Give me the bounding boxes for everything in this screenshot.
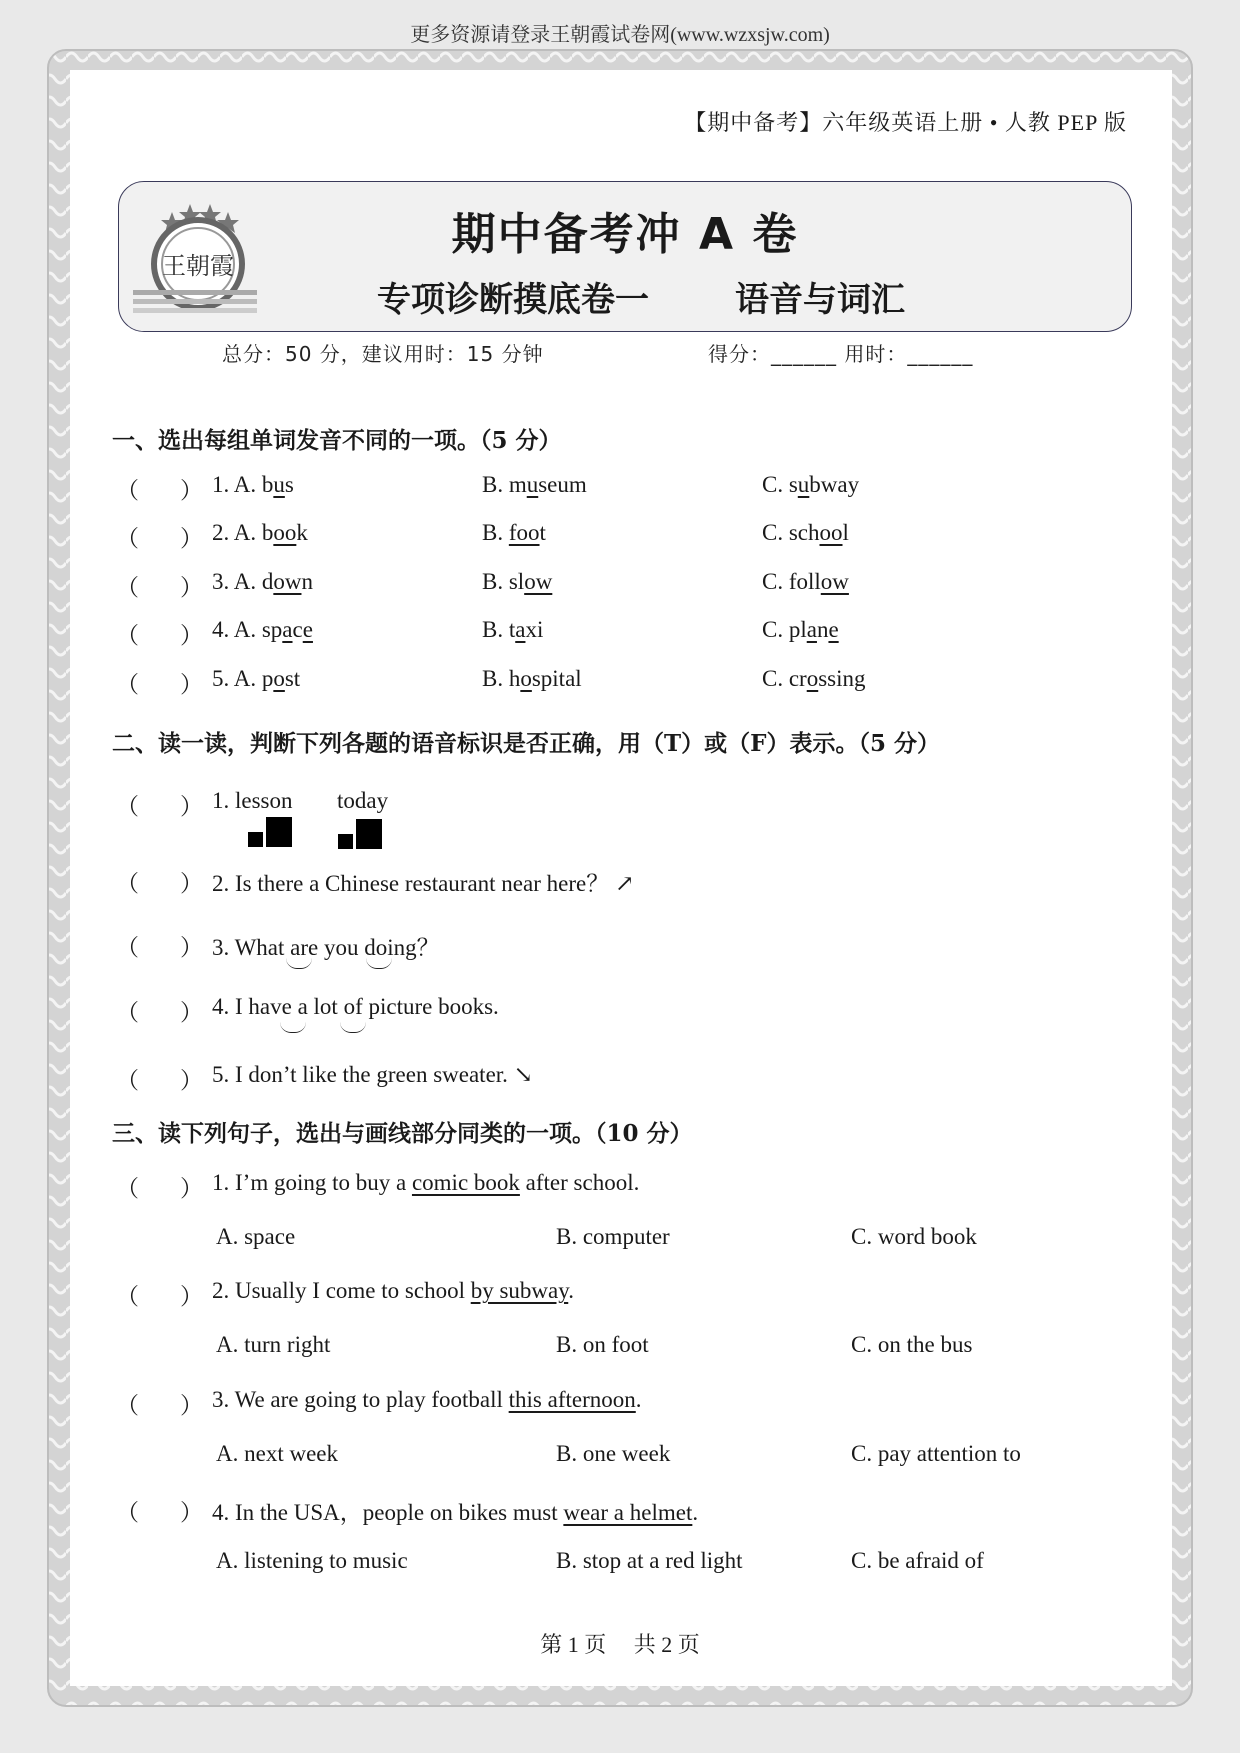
s1-q4-option-c: [762, 617, 839, 643]
word-part: bway: [809, 472, 860, 497]
question-number: 4. A.: [212, 617, 262, 642]
s3-q1-option-b: B. computer: [556, 1224, 670, 1249]
s2-q1-text: 1. lesson: [212, 788, 293, 813]
word-part: C. cr: [762, 666, 807, 691]
s2-q5-text: 5. I don’t like the green sweater. ↘: [212, 1062, 533, 1087]
s2-q1-answer-close: ）: [180, 794, 203, 819]
underlined-letters: o: [806, 666, 819, 691]
s3-q1-option-a: A. space: [216, 1224, 296, 1249]
underlined-letters: oo: [273, 520, 297, 545]
s1-q3-answer-close: ）: [180, 575, 203, 600]
s3-q1-answer-open[interactable]: （: [116, 1176, 139, 1201]
s3-q2-option-b: B. on foot: [556, 1332, 649, 1357]
s1-q4-answer-open[interactable]: （: [116, 623, 139, 648]
underlined-letters: e: [302, 617, 313, 642]
exam-subtitle-right: 语音与词汇: [735, 280, 905, 320]
s2-q4-answer-open[interactable]: （: [116, 1000, 139, 1025]
s1-q1-answer-close: ）: [180, 478, 203, 503]
underlined-letters: ow: [524, 569, 553, 594]
underlined-letters: a: [282, 617, 293, 642]
s2-q2-text: 2. Is there a Chinese restaurant near here？ ↗: [212, 871, 635, 896]
underlined-letters: u: [273, 472, 285, 497]
stress-mark-weak: [248, 832, 263, 847]
word-part: st: [284, 666, 301, 691]
sentence-part: .: [568, 1278, 574, 1303]
s1-q5-answer-close: ）: [180, 672, 203, 697]
s2-q1-answer-open[interactable]: （: [116, 794, 139, 819]
s1-q1-option-a: [212, 472, 294, 498]
s3-q4-option-c: C. be afraid of: [851, 1548, 984, 1573]
s3-q1-sentence: [212, 1170, 639, 1196]
s2-q2-answer-close: ）: [180, 871, 203, 896]
underlined-letters: ow: [273, 569, 302, 594]
word-part: B. t: [482, 617, 516, 642]
sentence-part: 4. In the USA，people on bikes must: [212, 1500, 564, 1525]
s2-q4-answer-close: ）: [180, 1000, 203, 1025]
s1-q2-option-b: [482, 520, 546, 546]
underlined-phrase: comic book: [411, 1170, 520, 1195]
s1-q5-option-b: [482, 666, 582, 692]
word-part: B. m: [482, 472, 527, 497]
series-label: 【期中备考】六年级英语上册 • 人教 PEP 版: [684, 110, 1127, 135]
section2-heading: 二、读一读，判断下列各题的语音标识是否正确，用（T）或（F）表示。（5 分）: [112, 730, 940, 757]
s3-q4-answer-open[interactable]: （: [116, 1500, 139, 1525]
word-part: n: [301, 569, 313, 594]
word-part: sp: [261, 617, 283, 642]
s3-q3-option-b: B. one week: [556, 1441, 671, 1466]
score-info: 总分：50 分，建议用时：15 分钟: [222, 342, 544, 366]
s3-q4-answer-close: ）: [180, 1500, 203, 1525]
underlined-letters: o: [273, 666, 285, 691]
word-part: c: [292, 617, 303, 642]
s2-q3-text: 3. What are you doing？: [212, 935, 440, 960]
s2-q2-answer-open[interactable]: （: [116, 871, 139, 896]
stress-mark-strong: [266, 817, 292, 847]
underlined-phrase: wear a helmet: [563, 1500, 693, 1525]
title-box: [118, 181, 1132, 332]
sentence-part: 2. Usually I come to school: [212, 1278, 471, 1303]
s2-q1-word-today: today: [337, 788, 389, 813]
underlined-letters: a: [515, 617, 526, 642]
word-part: t: [539, 520, 546, 545]
s3-q2-option-a: A. turn right: [216, 1332, 331, 1357]
s1-q4-option-a: [212, 617, 313, 643]
word-part: C. pl: [762, 617, 807, 642]
word-part: ssing: [818, 666, 866, 691]
underlined-letters: e: [828, 617, 839, 642]
s3-q3-answer-open[interactable]: （: [116, 1393, 139, 1418]
word-part: b: [261, 520, 274, 545]
underlined-letters: ow: [820, 569, 849, 594]
section1-heading: 一、选出每组单词发音不同的一项。（5 分）: [112, 427, 562, 454]
word-part: k: [296, 520, 308, 545]
s1-q3-option-b: [482, 569, 552, 595]
resource-note: 更多资源请登录王朝霞试卷网(www.wzxsjw.com): [410, 24, 830, 46]
s3-q2-option-c: C. on the bus: [851, 1332, 973, 1357]
sentence-part: 3. We are going to play football: [212, 1387, 509, 1412]
word-part: d: [261, 569, 274, 594]
word-part: n: [816, 617, 829, 642]
word-part: B.: [482, 520, 509, 545]
s1-q5-answer-open[interactable]: （: [116, 672, 139, 697]
stress-mark-weak: [338, 834, 353, 849]
s2-q4-text: 4. I have a lot of picture books.: [212, 994, 499, 1019]
underlined-letters: u: [797, 472, 810, 497]
underlined-letters: foo: [508, 520, 540, 545]
question-number: 5. A.: [212, 666, 262, 691]
question-number: 2. A.: [212, 520, 262, 545]
s3-q1-option-c: C. word book: [851, 1224, 977, 1249]
s1-q2-answer-close: ）: [180, 526, 203, 551]
word-part: xi: [525, 617, 544, 642]
underlined-phrase: this afternoon: [508, 1387, 636, 1412]
exam-title: 期中备考冲 A 卷: [451, 209, 799, 260]
question-number: 3. A.: [212, 569, 262, 594]
s3-q4-option-b: B. stop at a red light: [556, 1548, 743, 1573]
word-part: l: [842, 520, 849, 545]
s1-q3-option-a: [212, 569, 313, 595]
word-part: p: [261, 666, 274, 691]
s3-q3-option-c: C. pay attention to: [851, 1441, 1021, 1466]
logo-text: 王朝霞: [162, 252, 234, 280]
word-part: spital: [531, 666, 582, 691]
section3-heading: 三、读下列句子，选出与画线部分同类的一项。（10 分）: [112, 1120, 693, 1147]
s3-q3-option-a: A. next week: [216, 1441, 338, 1466]
s1-q3-answer-open[interactable]: （: [116, 575, 139, 600]
s1-q5-option-c: [762, 666, 866, 692]
s2-q3-answer-close: ）: [180, 935, 203, 960]
s2-q5-answer-close: ）: [180, 1068, 203, 1093]
s3-q4-sentence: [212, 1494, 698, 1527]
s2-q3-answer-open[interactable]: （: [116, 935, 139, 960]
word-part: C. s: [762, 472, 798, 497]
s3-q2-sentence: [212, 1278, 574, 1304]
underlined-letters: o: [520, 666, 532, 691]
s3-q1-answer-close: ）: [180, 1176, 203, 1201]
word-part: B. sl: [482, 569, 525, 594]
s2-q5-answer-open[interactable]: （: [116, 1068, 139, 1093]
s1-q1-option-b: [482, 472, 587, 498]
sentence-part: .: [692, 1500, 699, 1525]
page-footer: 第 1 页 共 2 页: [540, 1632, 700, 1657]
s3-q2-answer-open[interactable]: （: [116, 1284, 139, 1309]
score-fields: 得分：______ 用时：______: [708, 342, 974, 366]
s1-q5-option-a: [212, 666, 300, 692]
s3-q3-sentence: [212, 1387, 642, 1413]
exam-subtitle-left: 专项诊断摸底卷一: [377, 280, 649, 320]
s1-q1-option-c: [762, 472, 859, 498]
underlined-phrase: by subway: [470, 1278, 569, 1303]
underlined-letters: u: [526, 472, 539, 497]
s1-q4-answer-close: ）: [180, 623, 203, 648]
s3-q3-answer-close: ）: [180, 1393, 203, 1418]
word-part: seum: [538, 472, 587, 497]
s3-q4-option-a: A. listening to music: [216, 1548, 408, 1573]
word-part: B. h: [482, 666, 521, 691]
sentence-part: after school.: [519, 1170, 640, 1195]
s3-q2-answer-close: ）: [180, 1284, 203, 1309]
s1-q2-option-a: [212, 520, 308, 546]
underlined-letters: a: [806, 617, 817, 642]
s1-q2-option-c: [762, 520, 849, 546]
word-part: C. sch: [762, 520, 820, 545]
stress-mark-strong: [356, 819, 382, 849]
sentence-part: .: [635, 1387, 642, 1412]
s1-q3-option-c: [762, 569, 849, 595]
s1-q2-answer-open[interactable]: （: [116, 526, 139, 551]
word-part: s: [284, 472, 294, 497]
word-part: C. foll: [762, 569, 821, 594]
sentence-part: 1. I’m going to buy a: [212, 1170, 412, 1195]
word-part: b: [261, 472, 274, 497]
s1-q1-answer-open[interactable]: （: [116, 478, 139, 503]
underlined-letters: oo: [819, 520, 843, 545]
s1-q4-option-b: [482, 617, 543, 643]
question-number: 1. A.: [212, 472, 262, 497]
